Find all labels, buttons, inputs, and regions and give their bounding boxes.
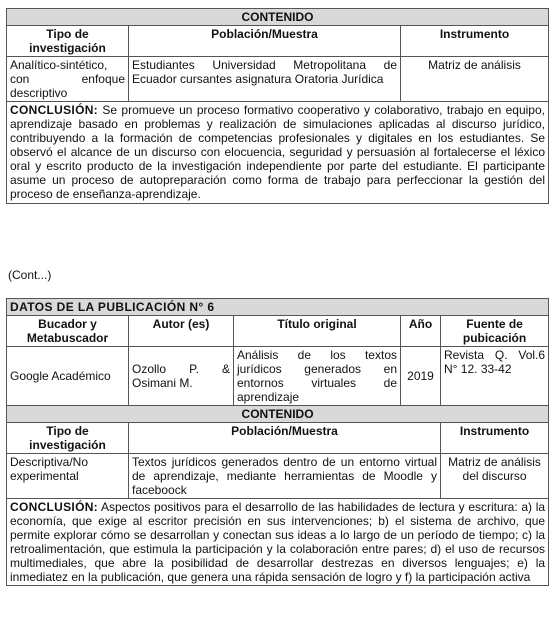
cell-anio: 2019 [401, 347, 441, 406]
header-poblacion-2: Población/Muestra [129, 423, 441, 454]
continued-label: (Cont...) [8, 268, 52, 282]
header-instrumento-2: Instrumento [441, 423, 549, 454]
conclusion-label-2: CONCLUSIÓN: [10, 500, 98, 514]
header-anio: Año [401, 316, 441, 347]
cell-titulo: Análisis de los textos jurídicos generados en entornos virtuales de aprendizaje [234, 347, 401, 406]
cell-instrumento: Matriz de análisis [401, 57, 549, 102]
header-tipo-2: Tipo de investigación [7, 423, 129, 454]
cell-poblacion-2: Textos jurídicos generados dentro de un entorno virtual de aprendizaje, mediante herramientas de Moodle y faceboock [129, 454, 441, 499]
conclusion-text: Se promueve un proceso formativo cooperativo y colaborativo, trabajo en equipo, aprendizaje basado en problemas y realización de simulaciones aplicadas al discurso jurídico, contribuyendo a la formación de competencias profesionales y digitales en los estudiantes. Se observó el alcance de un discurso con elocuencia, seguridad y persuasión al fortalecerse el léxico oral y escrito producto de la investigación independiente por parte del estudiante. El participante asume un proceso de autopreparación como forma de trabajo para perfeccionar la gestión del proceso de enseñanza-aprendizaje. [10, 103, 546, 201]
publication-table-6 [6, 298, 549, 586]
conclusion-cell [7, 102, 549, 204]
cell-tipo-2: Descriptiva/No experimental [7, 454, 129, 499]
header-buscador: Bucador y Metabuscador [7, 316, 129, 347]
cell-buscador: Google Académico [7, 347, 129, 406]
cell-poblacion: Estudiantes Universidad Metropolitana de Ecuador cursantes asignatura Oratoria Jurídica [129, 57, 401, 102]
cell-autor: Ozollo P. & Osimani M. [129, 347, 234, 406]
header-instrumento: Instrumento [401, 26, 549, 57]
header-tipo: Tipo de investigación [7, 26, 129, 57]
header-poblacion: Población/Muestra [129, 26, 401, 57]
cell-instrumento-2: Matriz de análisis del discurso [441, 454, 549, 499]
conclusion-text-2: Aspectos positivos para el desarrollo de las habilidades de lectura y escritura: a) la economía, que exige al escritor precisión en sus intervenciones; b) el sistema de archivo, que permite explorar cómo se desarrollan y conectan sus ideas a lo largo de un período de tiempo; c) la retroalimentación, que estimula la participación y la colaboración entre pares; d) el uso de recursos multimediales, que abre la posibilidad de desarrollar destrezas en diversos lenguajes; e) la inmediatez en la publicación, que genera una rápida sensación de logro y f) la participación activa [10, 500, 546, 584]
header-titulo: Título original [234, 316, 401, 347]
conclusion-label: CONCLUSIÓN: [10, 103, 98, 117]
section-title: CONTENIDO [7, 9, 549, 26]
conclusion-cell-2 [7, 499, 549, 586]
section-title-2: CONTENIDO [7, 406, 549, 423]
header-autor: Autor (es) [129, 316, 234, 347]
cell-tipo: Analítico-sintético, con enfoque descriptivo [7, 57, 129, 102]
publication-title: DATOS DE LA PUBLICACIÓN N° 6 [7, 299, 549, 316]
cell-fuente: Revista Q. Vol.6 N° 12. 33-42 [441, 347, 549, 406]
header-fuente: Fuente de pubicación [441, 316, 549, 347]
content-table-1 [6, 8, 549, 204]
